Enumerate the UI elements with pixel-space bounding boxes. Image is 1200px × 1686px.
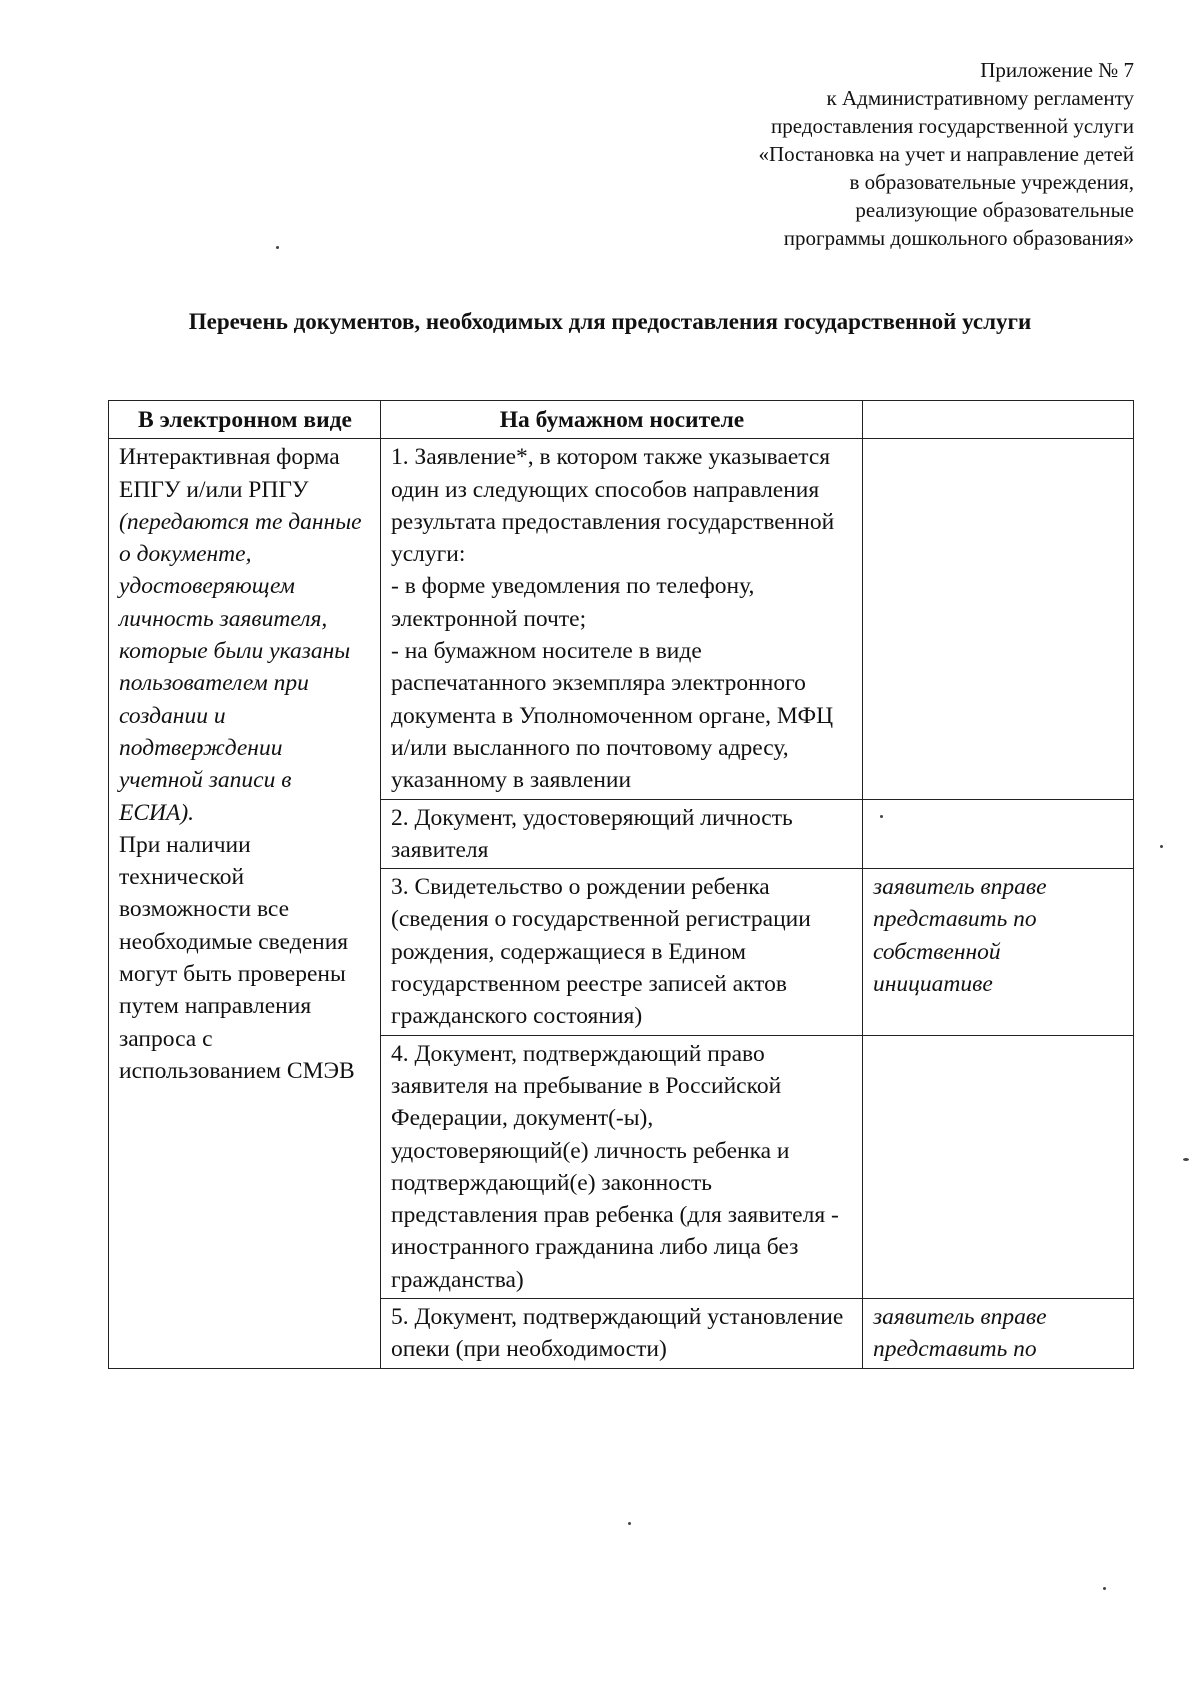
electronic-cell [109,439,381,1368]
appendix-line: «Постановка на учет и направление детей [758,142,1134,166]
header-electronic: В электронном виде [109,401,381,439]
paper-cell: 3. Свидетельство о рождении ребенка (сведения о государственной регистрации рождения, содержащиеся в Едином государственном реестре записей актов гражданского состояния) [381,869,863,1035]
appendix-header [574,56,1134,252]
header-paper: На бумажном носителе [381,401,863,439]
appendix-line: Приложение № 7 [980,58,1134,82]
appendix-line: к Административному регламенту [826,86,1134,110]
note-cell [863,439,1134,799]
paper-cell: 2. Документ, удостоверяющий личность заявителя [381,799,863,869]
electronic-text: Интерактивная форма ЕПГУ и/или РПГУ [119,444,340,503]
paper-cell: 4. Документ, подтверждающий право заявителя на пребывание в Российской Федерации, документ(-ы), удостоверяющий(е) личность ребенка и подтверждающий(е) законность представления прав ребенка (для заявителя - иностранного гражданина либо лица без гражданства) [381,1035,863,1298]
appendix-line: программы дошкольного образования» [783,226,1134,250]
header-notes [863,401,1134,439]
table-row [109,439,1134,799]
note-cell: заявитель вправе представить по собственной инициативе [863,869,1134,1035]
note-cell [863,799,1134,869]
documents-table [108,400,1134,1369]
paper-cell: 1. Заявление*, в котором также указывается один из следующих способов направления результата предоставления государственной услуги: - в форме уведомления по телефону, электронной почте; - на бумажном носителе в виде распечатанного экземпляра электронного документа в Уполномоченном органе, МФЦ и/или высланного по почтовому адресу, указанному в заявлении [381,439,863,799]
note-cell: заявитель вправе представить по [863,1299,1134,1369]
note-cell [863,1035,1134,1298]
electronic-italic-text: (передаются те данные о документе, удостоверяющем личность заявителя, которые были указаны пользователем при создании и подтверждении учетной записи в ЕСИА). [119,508,362,826]
appendix-line: реализующие образовательные [855,198,1134,222]
appendix-line: в образовательные учреждения, [849,170,1134,194]
paper-cell: 5. Документ, подтверждающий установление опеки (при необходимости) [381,1299,863,1369]
electronic-after-text: При наличии технической возможности все необходимые сведения могут быть проверены путем направления запроса с использованием СМЭВ [119,831,355,1084]
table-header-row [109,401,1134,439]
document-title: Перечень документов, необходимых для предоставления государственной услуги [188,309,1032,334]
appendix-line: предоставления государственной услуги [771,114,1134,138]
